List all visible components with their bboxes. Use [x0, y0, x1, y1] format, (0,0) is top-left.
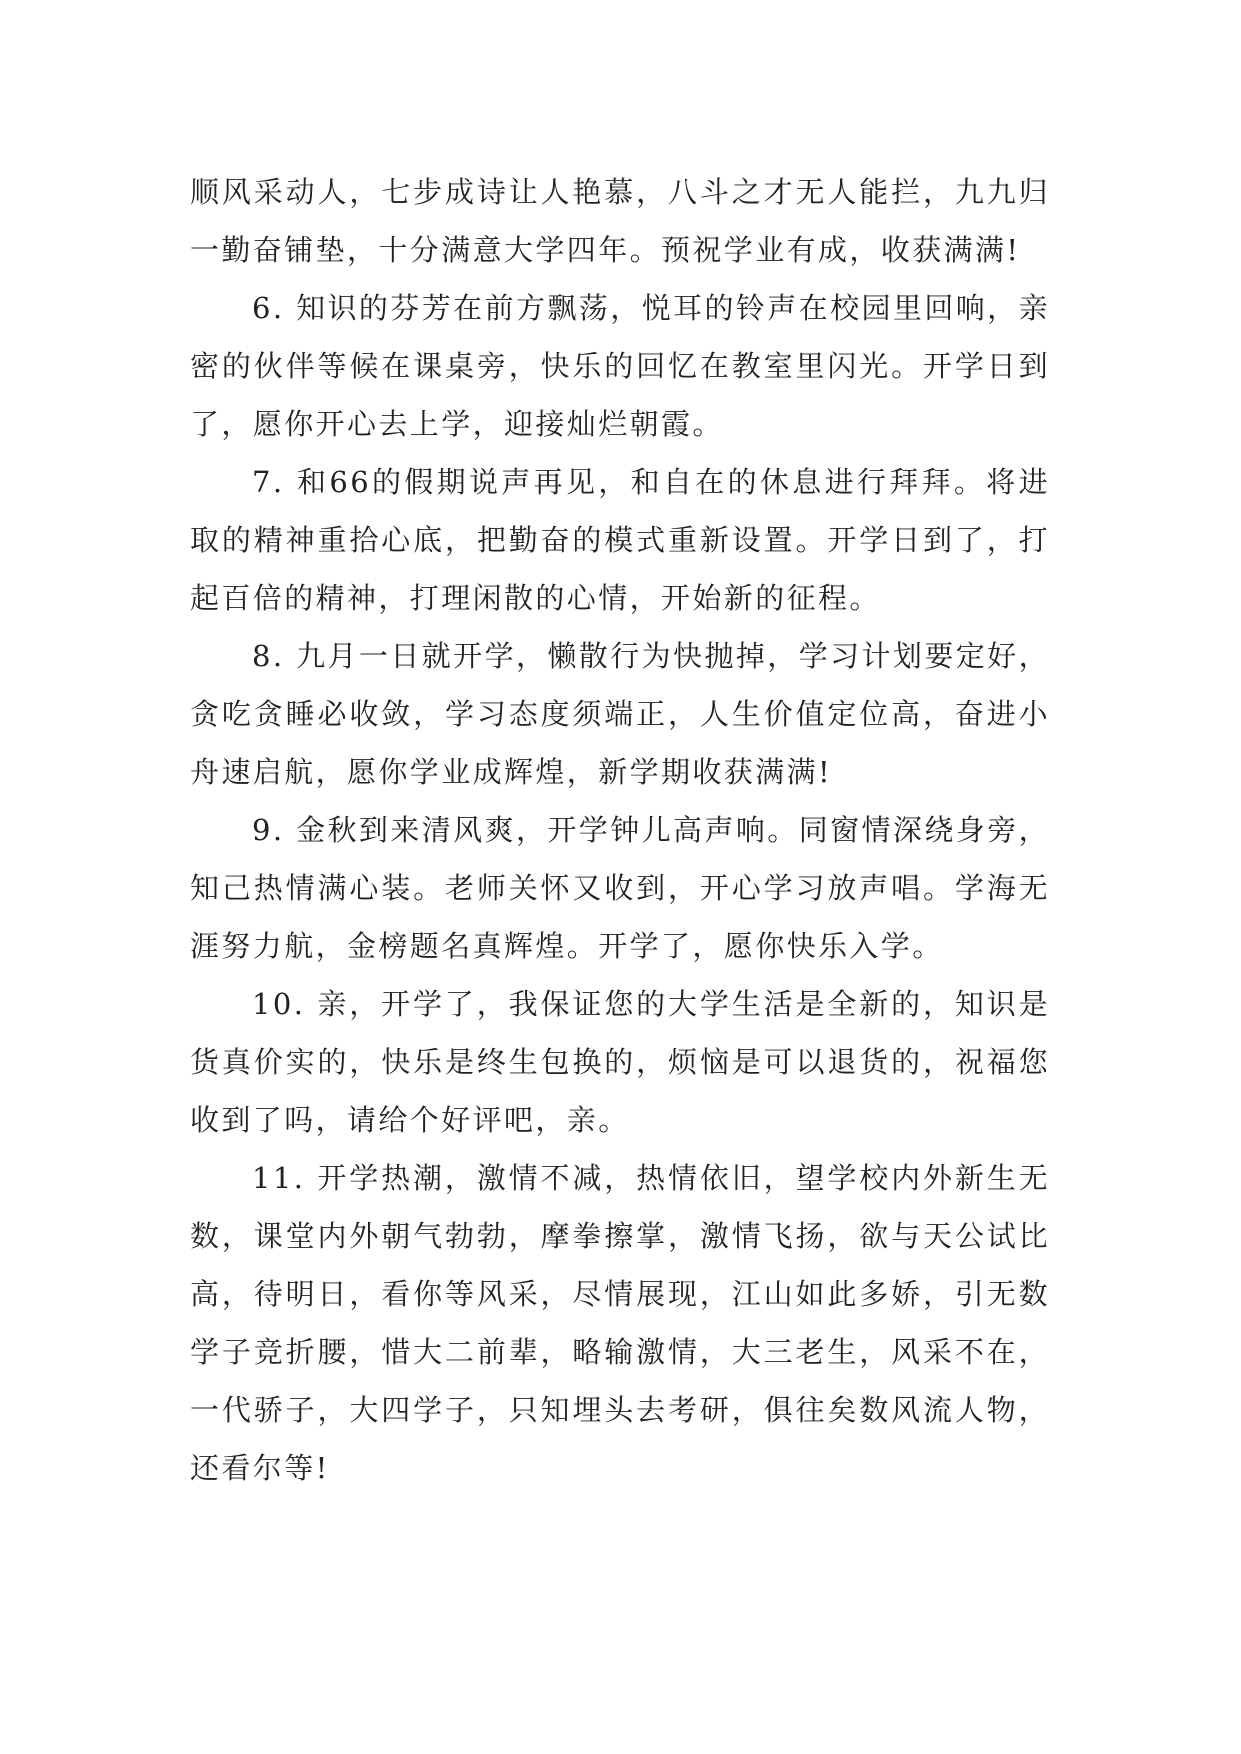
paragraph-item-7: 7. 和66的假期说声再见，和自在的休息进行拜拜。将进取的精神重拾心底，把勤奋的模式重新设置。开学日到了，打起百倍的精神，打理闲散的心情，开始新的征程。 — [190, 465, 1050, 615]
paragraph-item-6: 6. 知识的芬芳在前方飘荡，悦耳的铃声在校园里回响，亲密的伙伴等候在课桌旁，快乐的回忆在教室里闪光。开学日到了，愿你开心去上学，迎接灿烂朝霞。 — [190, 291, 1050, 441]
paragraph-item-9: 9. 金秋到来清风爽，开学钟儿高声响。同窗情深绕身旁，知己热情满心装。老师关怀又收到，开心学习放声唱。学海无涯努力航，金榜题名真辉煌。开学了，愿你快乐入学。 — [190, 813, 1050, 963]
paragraph-item-8: 8. 九月一日就开学，懒散行为快抛掉，学习计划要定好，贪吃贪睡必收敛，学习态度须端正，人生价值定位高，奋进小舟速启航，愿你学业成辉煌，新学期收获满满! — [190, 639, 1050, 789]
paragraph-item-10: 10. 亲，开学了，我保证您的大学生活是全新的，知识是货真价实的，快乐是终生包换的，烦恼是可以退货的，祝福您收到了吗，请给个好评吧，亲。 — [190, 987, 1050, 1137]
paragraph-continuation: 顺风采动人，七步成诗让人艳慕，八斗之才无人能拦，九九归一勤奋铺垫，十分满意大学四年。预祝学业有成，收获满满! — [190, 175, 1050, 267]
document-body — [190, 163, 1050, 1497]
paragraph-item-11: 11. 开学热潮，激情不减，热情依旧，望学校内外新生无数，课堂内外朝气勃勃，摩拳擦掌，激情飞扬，欲与天公试比高，待明日，看你等风采，尽情展现，江山如此多娇，引无数学子竞折腰，惜大二前辈，略输激情，大三老生，风采不在，一代骄子，大四学子，只知埋头去考研，俱往矣数风流人物，还看尔等! — [190, 1161, 1050, 1485]
